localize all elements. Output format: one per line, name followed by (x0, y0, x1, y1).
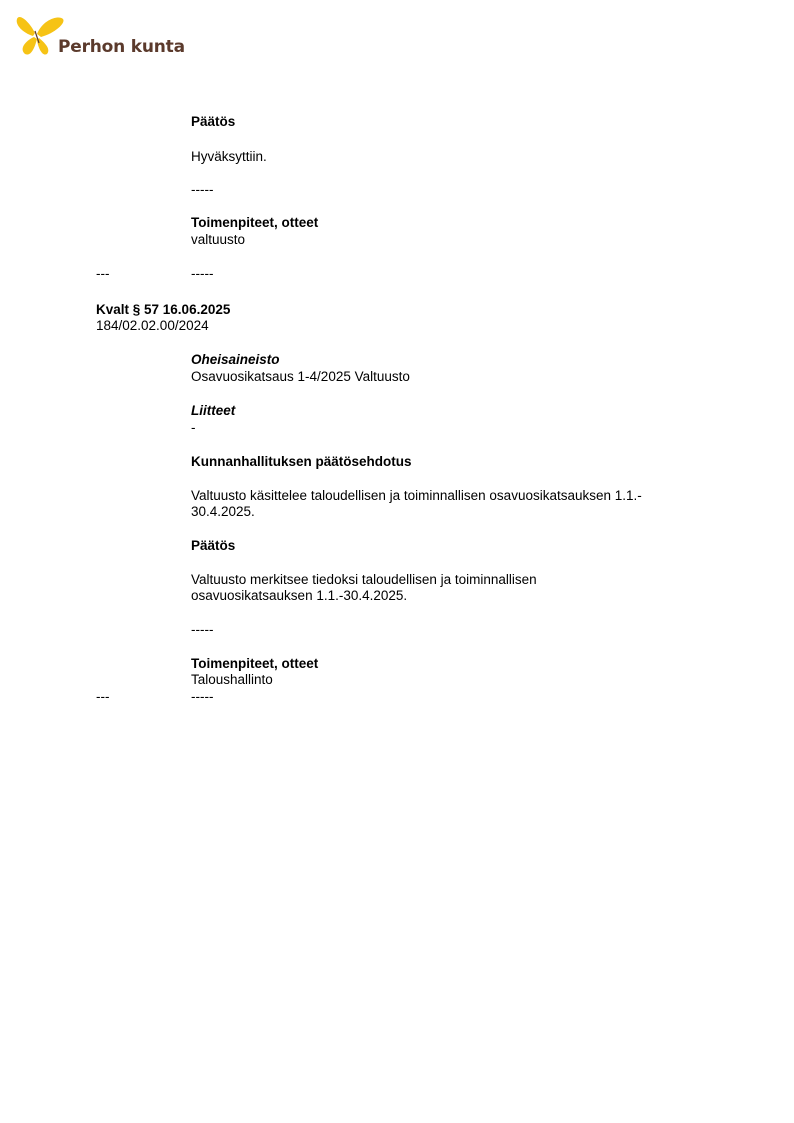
proposal-heading: Kunnanhallituksen päätösehdotus (191, 454, 412, 469)
separator: ----- (191, 622, 214, 637)
attachments-heading: Liitteet (191, 403, 236, 418)
proposal-text-line2: 30.4.2025. (191, 504, 255, 519)
proposal-text-line1: Valtuusto käsittelee taloudellisen ja toiminnallisen osavuosikatsauksen 1.1.- (191, 488, 642, 503)
end-marker-right: ----- (191, 689, 214, 704)
item-reference: 184/02.02.00/2024 (96, 318, 209, 333)
material-text: Osavuosikatsaus 1-4/2025 Valtuusto (191, 369, 410, 384)
decision-text-line2: osavuosikatsauksen 1.1.-30.4.2025. (191, 588, 408, 603)
decision-heading: Päätös (191, 114, 236, 129)
decision-text-line1: Valtuusto merkitsee tiedoksi taloudellisen ja toiminnallisen (191, 572, 537, 587)
actions-text: Taloushallinto (191, 672, 273, 687)
logo-text: Perhon kunta (58, 37, 185, 57)
actions-heading: Toimenpiteet, otteet (191, 215, 319, 230)
municipality-logo (15, 9, 185, 59)
actions-heading: Toimenpiteet, otteet (191, 656, 319, 671)
end-marker-right: ----- (191, 266, 214, 281)
end-marker-left: --- (96, 689, 110, 704)
decision-text: Hyväksyttiin. (191, 149, 267, 164)
end-marker-left: --- (96, 266, 110, 281)
separator: ----- (191, 182, 214, 197)
item-title: Kvalt § 57 16.06.2025 (96, 302, 231, 317)
attachments-text: - (191, 420, 196, 435)
material-heading: Oheisaineisto (191, 352, 280, 367)
actions-text: valtuusto (191, 232, 246, 247)
decision-heading: Päätös (191, 538, 236, 553)
